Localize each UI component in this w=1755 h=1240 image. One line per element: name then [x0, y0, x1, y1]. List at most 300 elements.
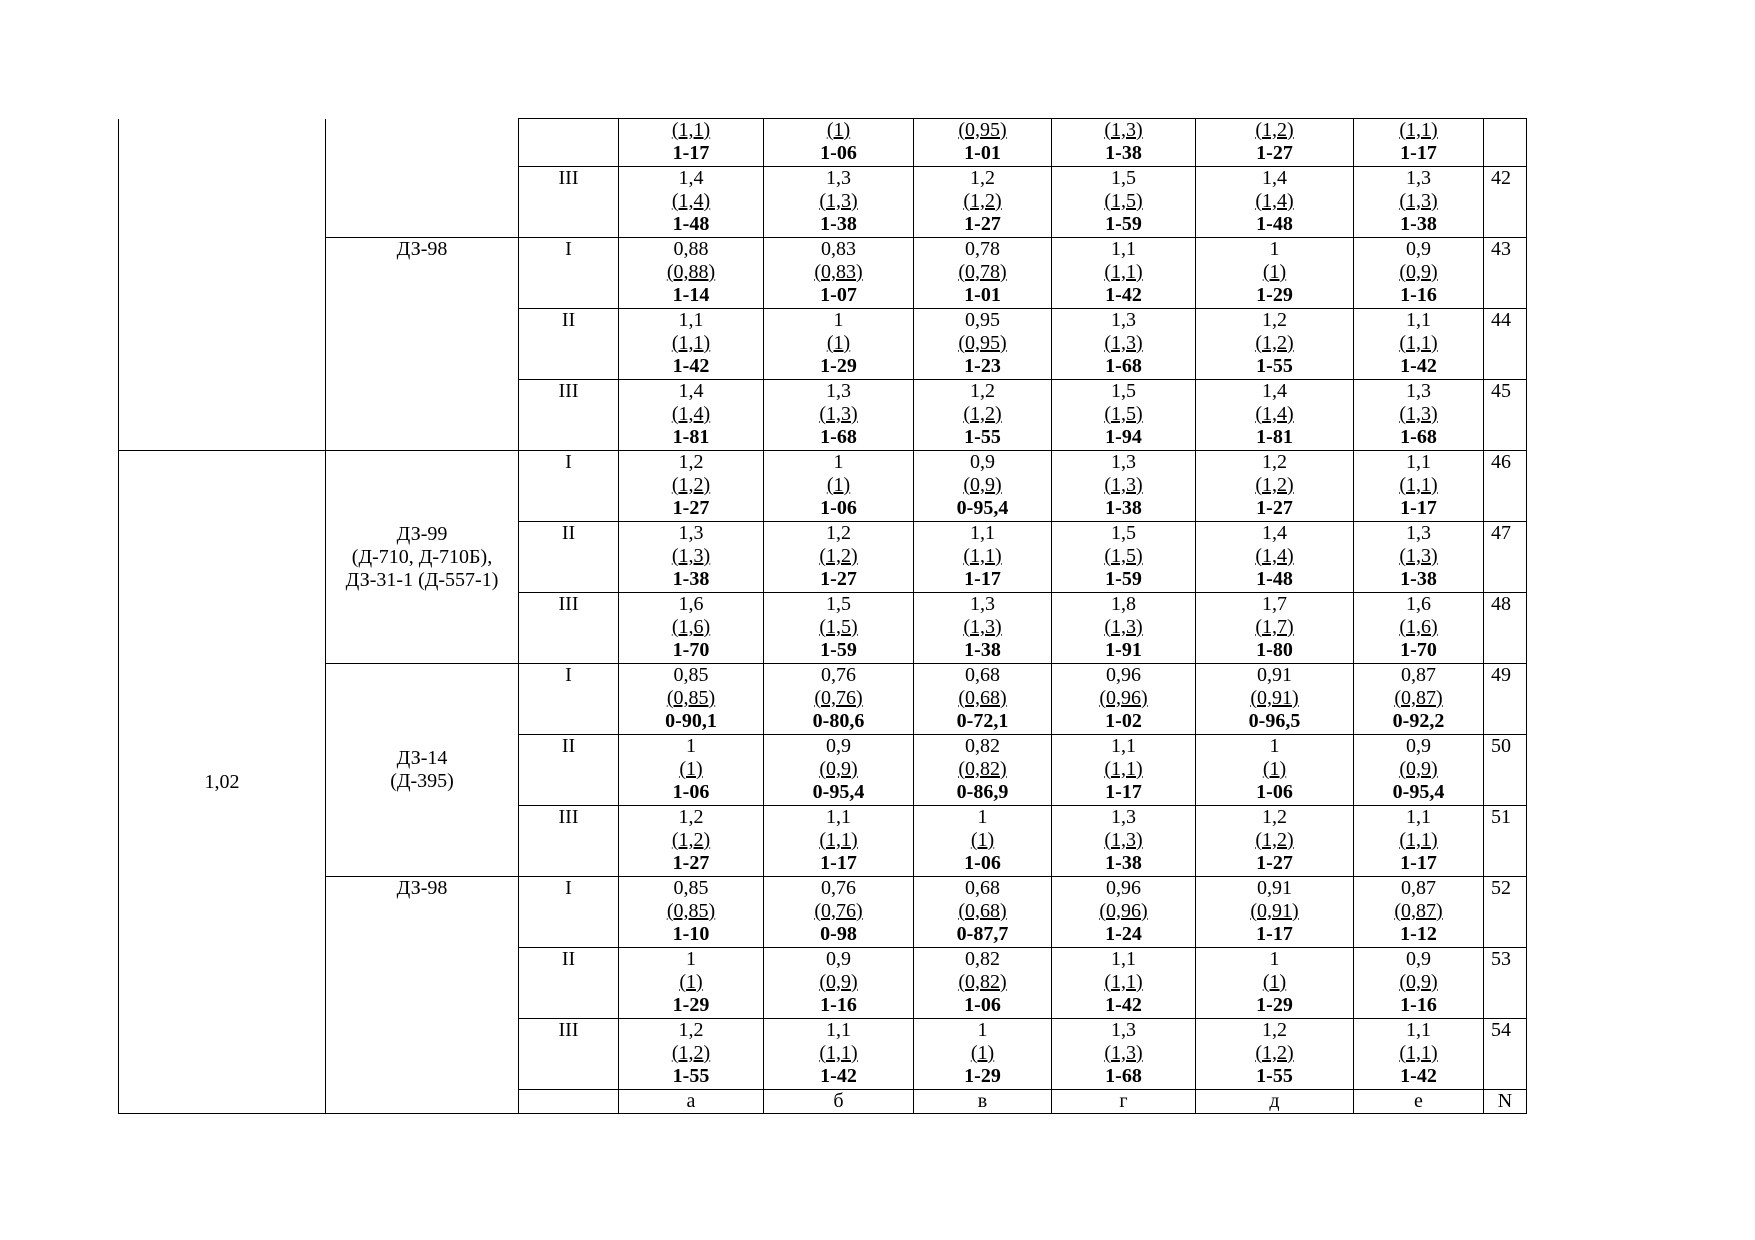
norm-value: 1-68 [820, 426, 857, 448]
norm-value: 1-06 [1256, 781, 1293, 803]
coefficient-value: 1,1 [678, 309, 704, 331]
norm-value: 1-59 [820, 639, 857, 661]
row-number-cell [1484, 119, 1527, 167]
bracket-value: (0,88) [666, 261, 716, 283]
column-letter-cell: е [1354, 1090, 1484, 1114]
norm-value: 0-95,4 [1392, 781, 1445, 803]
norm-value: 0-90,1 [665, 710, 717, 732]
coefficient-value: 0,82 [965, 735, 1000, 757]
bracket-value: (0,9) [819, 971, 858, 993]
bracket-value: (1,2) [671, 1042, 711, 1064]
column-letter-cell: а [619, 1090, 764, 1114]
bracket-value: (1) [1262, 261, 1287, 283]
bracket-value: (1,3) [1104, 332, 1143, 354]
coefficient-value: 1,2 [678, 806, 704, 828]
bracket-value: (0,9) [963, 474, 1002, 496]
value-cell [619, 664, 764, 735]
norm-value: 1-17 [820, 852, 857, 874]
value-cell [1052, 948, 1196, 1019]
category-cell: I [519, 238, 619, 309]
norm-value: 0-72,1 [956, 710, 1009, 732]
norm-value: 1-59 [1105, 568, 1142, 590]
norm-value: 1-38 [672, 568, 710, 590]
bracket-value: (1,3) [1399, 545, 1438, 567]
value-cell [1354, 309, 1484, 380]
norm-value: 1-16 [1400, 284, 1437, 306]
bracket-value: (0,82) [958, 971, 1007, 993]
norm-value: 1-24 [1105, 923, 1142, 945]
norm-value: 1-80 [1256, 639, 1293, 661]
coefficient-value: 0,76 [821, 877, 856, 899]
bracket-value: (1,5) [1104, 545, 1143, 567]
norm-value: 1-02 [1105, 710, 1142, 732]
coefficient-value: 1,5 [826, 593, 851, 615]
machine-cell [326, 451, 519, 664]
value-cell: (1,2) 1-27 [1196, 119, 1354, 167]
value-cell [1052, 735, 1196, 806]
row-number-cell: 49 [1484, 664, 1527, 735]
norm-value: 1-17 [1105, 781, 1142, 803]
category-cell [519, 1090, 619, 1114]
coefficient-value: 1,1 [1111, 948, 1136, 970]
norm-value: 1-42 [1105, 994, 1142, 1016]
coefficient-value: 1 [1269, 238, 1280, 260]
coefficient-value: 1,2 [1262, 309, 1287, 331]
value-cell [1052, 238, 1196, 309]
coefficient-value: 1,1 [1406, 1019, 1431, 1041]
norm-value: 1-17 [1400, 497, 1437, 519]
value-cell [764, 451, 914, 522]
norm-value: 1-17 [1256, 923, 1293, 945]
norm-value: 0-92,2 [1392, 710, 1445, 732]
value-cell [619, 380, 764, 451]
bracket-value: (0,91) [1250, 900, 1299, 922]
bracket-value: (1,4) [671, 190, 711, 212]
row-number-cell: 50 [1484, 735, 1527, 806]
value-cell [1196, 522, 1354, 593]
norm-value: 1-94 [1105, 426, 1142, 448]
value-cell [764, 593, 914, 664]
coefficient-value: 1,2 [678, 451, 704, 473]
norm-value: 1-27 [672, 852, 710, 874]
value-cell [1052, 451, 1196, 522]
bracket-value: (1,2) [671, 829, 711, 851]
coefficient-value: 1,3 [1111, 1019, 1136, 1041]
machine-cell: ДЗ-98 [326, 238, 519, 451]
value-cell [619, 1019, 764, 1090]
bracket-value: (1,5) [1104, 403, 1143, 425]
row-number-cell: 51 [1484, 806, 1527, 877]
value-cell [1354, 1019, 1484, 1090]
machine-line: ДЗ-31-1 (Д-557-1) [345, 568, 499, 591]
coefficient-value: 1,4 [678, 167, 704, 189]
value-cell [1196, 238, 1354, 309]
machine-line: ДЗ-99 [396, 522, 448, 545]
value-cell [914, 806, 1052, 877]
bracket-value: (1) [970, 829, 995, 851]
coefficient-value: 0,85 [673, 664, 709, 686]
coefficient-value: 1,2 [970, 167, 995, 189]
bracket-value: (0,9) [819, 758, 858, 780]
coefficient-value: 1,1 [970, 522, 995, 544]
bracket-value: (1,7) [1255, 616, 1294, 638]
norm-value: 0-87,7 [956, 923, 1009, 945]
coefficient-value: 1,3 [970, 593, 995, 615]
norm-value: 1-48 [672, 213, 710, 235]
norm-value: 1-55 [1256, 1065, 1293, 1087]
column-letter-cell: д [1196, 1090, 1354, 1114]
coefficient-value: 1,1 [1406, 451, 1431, 473]
bracket-value: (1,1) [1399, 474, 1438, 496]
norm-value: 1-38 [1400, 568, 1437, 590]
value-cell [764, 522, 914, 593]
norm-value: 1-17 [1400, 852, 1437, 874]
norm-value: 1-29 [964, 1065, 1001, 1087]
value-cell [619, 522, 764, 593]
table-body [119, 119, 1527, 1114]
norm-value: 1-55 [672, 1065, 710, 1087]
coefficient-value: 0,83 [821, 238, 856, 260]
value-cell [914, 380, 1052, 451]
bracket-value: (0,76) [814, 687, 863, 709]
bracket-value: (1,2) [819, 545, 858, 567]
coefficient-value: 1,4 [678, 380, 704, 402]
norm-value: 1-68 [1400, 426, 1437, 448]
value-cell [1354, 167, 1484, 238]
value-cell [914, 593, 1052, 664]
value-cell [1196, 451, 1354, 522]
value-cell [1052, 1019, 1196, 1090]
value-cell [764, 806, 914, 877]
norm-value: 1-06 [964, 994, 1001, 1016]
norm-value: 1-42 [672, 355, 710, 377]
norm-value: 1-01 [964, 284, 1001, 306]
norm-value: 1-38 [820, 213, 857, 235]
norm-value: 1-23 [964, 355, 1001, 377]
value-cell [1196, 380, 1354, 451]
norm-value: 0-95,4 [956, 497, 1009, 519]
row-number-cell: 47 [1484, 522, 1527, 593]
value-cell [619, 877, 764, 948]
bracket-value: (1,4) [1255, 190, 1294, 212]
coefficient-value: 1,2 [1262, 1019, 1287, 1041]
bracket-value: (1) [1262, 758, 1287, 780]
coefficient-value: 1,5 [1111, 522, 1136, 544]
bracket-value: (0,95) [958, 332, 1007, 354]
bracket-value: (1,5) [1104, 190, 1143, 212]
bracket-value: (0,87) [1394, 900, 1443, 922]
bracket-value: (1,4) [671, 403, 711, 425]
machine-line: (Д-395) [390, 770, 454, 792]
coefficient-value: 0,82 [965, 948, 1000, 970]
coefficient-value: 1,2 [826, 522, 851, 544]
machine-cell [326, 664, 519, 877]
coefficient-value: 1,6 [1406, 593, 1431, 615]
coefficient-value: 1,3 [678, 522, 704, 544]
column-letter-cell: N [1484, 1090, 1527, 1114]
value-cell [1196, 806, 1354, 877]
value-cell [764, 380, 914, 451]
coefficient-value: 0,9 [1406, 948, 1431, 970]
coefficient-value: 0,88 [673, 238, 709, 260]
value-cell [764, 309, 914, 380]
norm-value: 1-42 [1400, 1065, 1437, 1087]
coefficient-value: 1 [833, 451, 844, 473]
norm-value: 1-68 [1105, 355, 1142, 377]
machine-line: ДЗ-14 [396, 747, 448, 769]
row-number-cell: 42 [1484, 167, 1527, 238]
value-cell [764, 735, 914, 806]
value-cell [619, 167, 764, 238]
bracket-value: (1,1) [671, 332, 711, 354]
norm-value: 1-29 [1256, 994, 1293, 1016]
coefficient-value: 1,5 [1111, 167, 1136, 189]
bracket-value: (1,6) [1399, 616, 1438, 638]
value-cell [619, 806, 764, 877]
value-cell [619, 948, 764, 1019]
bracket-value: (0,78) [958, 261, 1007, 283]
value-cell [619, 735, 764, 806]
coefficient-value: 0,87 [1401, 664, 1436, 686]
coefficient-value: 1,4 [1262, 167, 1287, 189]
norm-value: 1-10 [672, 923, 710, 945]
norm-value: 1-55 [964, 426, 1001, 448]
row-number-cell: 54 [1484, 1019, 1527, 1090]
norm-value: 1-12 [1400, 923, 1437, 945]
value-cell [1354, 948, 1484, 1019]
value-cell: (1,1) 1-17 [1354, 119, 1484, 167]
bracket-value: (1,1) [1104, 261, 1143, 283]
coefficient-value: 1,1 [826, 806, 851, 828]
coefficient-value: 1,1 [1111, 238, 1136, 260]
bracket-value: (1,2) [963, 403, 1002, 425]
value-cell [1196, 593, 1354, 664]
bracket-value: (1) [1262, 971, 1287, 993]
row-number-cell: 46 [1484, 451, 1527, 522]
coefficient-value: 1,3 [1406, 167, 1431, 189]
norm-value: 1-91 [1105, 639, 1142, 661]
norm-value: 1-42 [1105, 284, 1142, 306]
norm-value: 1-42 [1400, 355, 1437, 377]
value-cell [914, 735, 1052, 806]
bracket-value: (1,1) [1104, 758, 1143, 780]
norm-value: 1-81 [1256, 426, 1293, 448]
norm-value: 1-27 [1256, 852, 1293, 874]
row-number-cell: 48 [1484, 593, 1527, 664]
coefficient-value: 0,9 [826, 735, 851, 757]
norm-value: 1-14 [672, 284, 710, 306]
table-row [119, 664, 1527, 735]
bracket-value: (1,4) [1255, 545, 1294, 567]
norm-value: 1-29 [820, 355, 857, 377]
bracket-value: (1,3) [1104, 1042, 1143, 1064]
bracket-value: (1) [679, 971, 703, 993]
coefficient-value: 1 [686, 735, 696, 757]
coefficient-value: 0,85 [673, 877, 709, 899]
coefficient-value: 1,3 [1111, 806, 1136, 828]
value-cell [619, 451, 764, 522]
value-cell [1196, 167, 1354, 238]
category-cell [519, 119, 619, 167]
norm-value: 1-38 [1400, 213, 1437, 235]
coefficient-value: 1,1 [1111, 735, 1136, 757]
coefficient-value: 1,2 [1262, 806, 1287, 828]
norm-table [118, 118, 1527, 1114]
coefficient-value: 0,78 [965, 238, 1000, 260]
bracket-value: (1) [826, 332, 851, 354]
value-cell [914, 948, 1052, 1019]
bracket-value: (0,76) [814, 900, 863, 922]
category-cell: I [519, 664, 619, 735]
coefficient-value: 1,1 [826, 1019, 851, 1041]
bracket-value: (0,96) [1099, 900, 1148, 922]
value-cell [764, 948, 914, 1019]
bracket-value: (1,3) [1104, 474, 1143, 496]
bracket-value: (1,1) [1399, 829, 1438, 851]
coefficient-value: 1,4 [1262, 522, 1287, 544]
norm-value: 1-48 [1256, 213, 1293, 235]
category-cell: III [519, 380, 619, 451]
norm-value: 1-59 [1105, 213, 1142, 235]
value-cell [764, 238, 914, 309]
norm-value: 1-27 [964, 213, 1001, 235]
bracket-value: (1,2) [1255, 829, 1294, 851]
coefficient-value: 1,3 [1406, 380, 1431, 402]
machine-cell [326, 119, 519, 238]
category-cell: III [519, 1019, 619, 1090]
value-cell: (0,95) 1-01 [914, 119, 1052, 167]
coefficient-value: 1,2 [970, 380, 995, 402]
value-cell [1196, 948, 1354, 1019]
bracket-value: (1,1) [1399, 1042, 1438, 1064]
norm-value: 1-38 [1105, 852, 1142, 874]
value-cell [1354, 522, 1484, 593]
coefficient-value: 1 [686, 948, 696, 970]
value-cell [1354, 380, 1484, 451]
coefficient-value: 0,9 [826, 948, 851, 970]
bracket-value: (1,3) [1399, 403, 1438, 425]
value-cell [1052, 309, 1196, 380]
table-row [119, 238, 1527, 309]
bracket-value: (1,1) [1104, 971, 1143, 993]
coefficient-value: 1 [1269, 735, 1280, 757]
value-cell [914, 451, 1052, 522]
coefficient-value: 1,3 [1111, 451, 1136, 473]
row-number-cell: 45 [1484, 380, 1527, 451]
value-cell [1354, 735, 1484, 806]
category-cell: III [519, 167, 619, 238]
value-cell [914, 877, 1052, 948]
value-cell [1354, 806, 1484, 877]
bracket-value: (1,1) [1399, 332, 1438, 354]
column-letter-cell: г [1052, 1090, 1196, 1114]
norm-value: 1-70 [1400, 639, 1437, 661]
value-cell [1196, 877, 1354, 948]
bracket-value: (1,1) [819, 1042, 858, 1064]
coefficient-value: 1 [977, 806, 988, 828]
coefficient-value: 1 [977, 1019, 988, 1041]
row-number-cell: 53 [1484, 948, 1527, 1019]
value-cell [1052, 593, 1196, 664]
bracket-value: (1,1) [963, 545, 1002, 567]
norm-value: 1-16 [820, 994, 857, 1016]
bracket-value: (0,82) [958, 758, 1007, 780]
coefficient-value: 1,2 [678, 1019, 704, 1041]
bracket-value: (1,3) [963, 616, 1002, 638]
value-cell [1052, 167, 1196, 238]
value-cell: (1,3) 1-38 [1052, 119, 1196, 167]
value-cell [764, 167, 914, 238]
value-cell [1196, 1019, 1354, 1090]
value-cell [619, 593, 764, 664]
table-row [119, 119, 1527, 167]
category-cell: I [519, 877, 619, 948]
coefficient-value: 1,6 [678, 593, 704, 615]
coefficient-value: 1,5 [1111, 380, 1136, 402]
row-number-cell: 43 [1484, 238, 1527, 309]
bracket-value: (1) [826, 474, 851, 496]
value-cell [619, 309, 764, 380]
value-cell [1196, 735, 1354, 806]
norm-value: 1-38 [964, 639, 1001, 661]
norm-value: 1-29 [672, 994, 710, 1016]
norm-value: 1-38 [1105, 497, 1142, 519]
coefficient-value: 0,91 [1257, 877, 1292, 899]
norm-value: 0-96,5 [1248, 710, 1301, 732]
coefficient-value: 1,3 [826, 167, 851, 189]
category-cell: I [519, 451, 619, 522]
coefficient-value: 1,2 [1262, 451, 1287, 473]
norm-value: 1-81 [672, 426, 710, 448]
coefficient-value: 1,3 [1111, 309, 1136, 331]
norm-value: 0-95,4 [812, 781, 865, 803]
coefficient-value: 0,87 [1401, 877, 1436, 899]
bracket-value: (1,3) [1104, 829, 1143, 851]
coefficient-value: 0,9 [1406, 238, 1431, 260]
coefficient-value: 0,68 [965, 877, 1000, 899]
value-cell [914, 238, 1052, 309]
norm-value: 1-27 [1256, 497, 1293, 519]
value-cell: (1) 1-06 [764, 119, 914, 167]
norm-value: 1-29 [1256, 284, 1293, 306]
value-cell [619, 238, 764, 309]
norm-value: 0-80,6 [812, 710, 865, 732]
value-cell: (1,1) 1-17 [619, 119, 764, 167]
value-cell [1354, 238, 1484, 309]
bracket-value: (1) [970, 1042, 995, 1064]
coefficient-value: 1,3 [1406, 522, 1431, 544]
value-cell [1052, 380, 1196, 451]
row-number-cell: 44 [1484, 309, 1527, 380]
bracket-value: (1,3) [1399, 190, 1438, 212]
bracket-value: (1,2) [671, 474, 711, 496]
bracket-value: (0,68) [958, 900, 1007, 922]
value-cell [1052, 806, 1196, 877]
norm-value: 1-17 [964, 568, 1001, 590]
coefficient-value: 0,95 [965, 309, 1000, 331]
value-cell [914, 309, 1052, 380]
bracket-value: (1,3) [819, 403, 858, 425]
norm-value: 1-07 [820, 284, 857, 306]
value-cell [764, 664, 914, 735]
coefficient-value: 0,68 [965, 664, 1000, 686]
bracket-value: (1,2) [963, 190, 1002, 212]
norm-value: 1-70 [672, 639, 710, 661]
value-cell [914, 167, 1052, 238]
norm-value: 1-06 [964, 852, 1001, 874]
bracket-value: (1) [679, 758, 703, 780]
coefficient-value: 0,96 [1106, 664, 1141, 686]
